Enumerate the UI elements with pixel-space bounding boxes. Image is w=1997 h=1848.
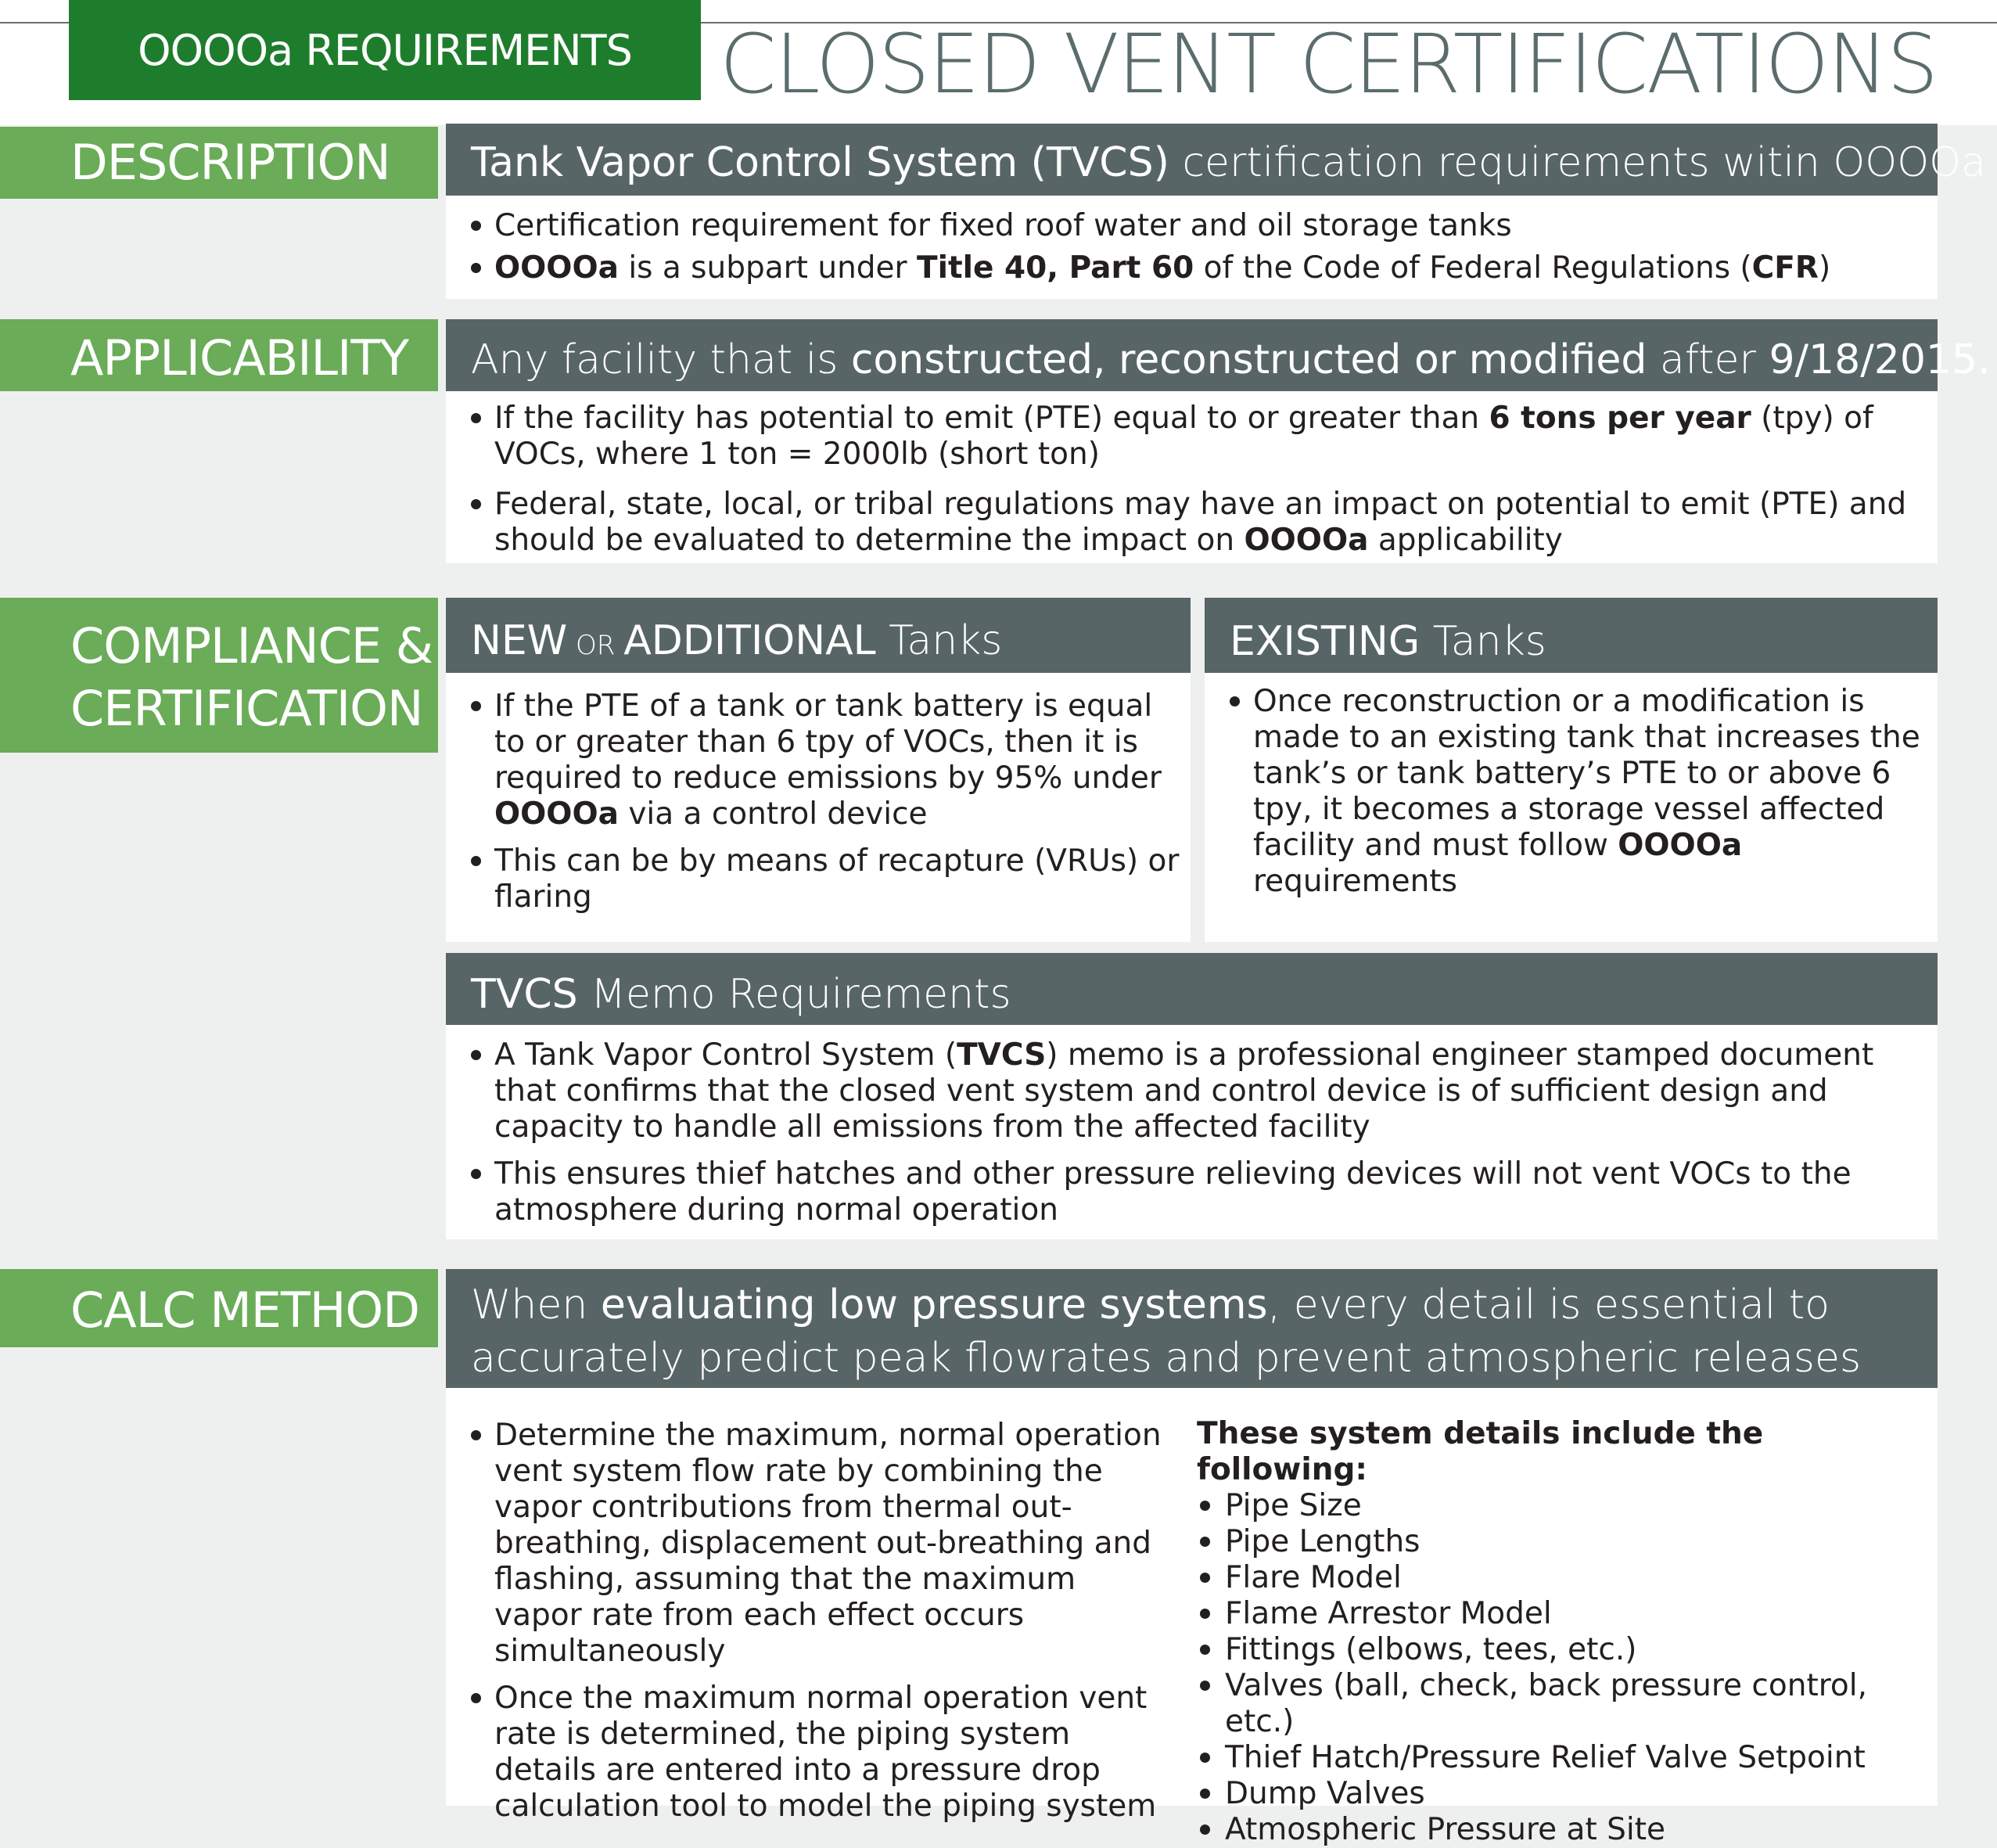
system-details-heading: These system details include the following: <box>1197 1416 1764 1487</box>
new-tanks-card <box>446 598 1191 942</box>
calc-right-body <box>1197 1416 1938 1848</box>
description-heading <box>446 124 1986 196</box>
list-item: Valves (ball, check, back pressure control, etc.) <box>1197 1668 1938 1740</box>
list-item: Federal, state, local, or tribal regulations may have an impact on potential to emit (PTE) and should be evaluated to determine the impact on OOOOa applicability <box>446 487 1922 559</box>
list-item: A Tank Vapor Control System (TVCS) memo is a professional engineer stamped document that confirms that the closed vent system and control device is of sufficient design and capacity to handle all emissions from the affected facility <box>446 1037 1931 1145</box>
list-item: Pipe Size <box>1197 1488 1938 1524</box>
calc-heading: When evaluating low pressure systems, every detail is essential to accurately predict peak flowrates and prevent atmospheric releases <box>446 1269 1938 1388</box>
description-heading-strong: Tank Vapor Control System (TVCS) <box>471 139 1169 186</box>
new-tanks-heading: NEW OR ADDITIONAL Tanks <box>446 598 1191 673</box>
applicability-label-text: APPLICABILITY <box>70 329 409 386</box>
list-item: OOOOa is a subpart under Title 40, Part 60 of the Code of Federal Regulations (CFR) <box>446 250 1938 286</box>
existing-tanks-body <box>1205 684 1938 912</box>
list-item: If the PTE of a tank or tank battery is equal to or greater than 6 tpy of VOCs, then it is required to reduce emissions by 95% under OOOOa via a control device <box>446 689 1184 832</box>
memo-body <box>446 1037 1938 1241</box>
system-details-list <box>1197 1488 1938 1848</box>
section-label-description <box>0 127 438 199</box>
compliance-label-line2: CERTIFICATION <box>70 680 423 737</box>
applicability-heading: Any facility that is constructed, reconstructed or modified after 9/18/2015. <box>446 319 1938 391</box>
list-item: Determine the maximum, normal operation vent system flow rate by combining the vapor contributions from thermal out-breathing, displacement out-breathing and flashing, assuming that the maximum vapor rate from each effect occurs simultaneously <box>446 1418 1166 1670</box>
existing-tanks-heading: EXISTING Tanks <box>1205 598 1938 673</box>
list-item: Pipe Lengths <box>1197 1524 1938 1560</box>
section-label-compliance <box>0 598 438 753</box>
compliance-label-line1: COMPLIANCE & <box>70 617 433 674</box>
section-label-applicability <box>0 319 438 391</box>
list-item: Once reconstruction or a modification is made to an existing tank that increases the tank’s or tank battery’s PTE to or above 6 tpy, it becomes a storage vessel affected facility and must follow OOOOa requirements <box>1205 684 1933 900</box>
calc-card <box>446 1269 1938 1847</box>
applicability-body <box>446 401 1938 571</box>
list-item: This ensures thief hatches and other pressure relieving devices will not vent VOCs to the atmosphere during normal operation <box>446 1156 1931 1228</box>
list-item: Thief Hatch/Pressure Relief Valve Setpoint <box>1197 1740 1938 1776</box>
list-item: If the facility has potential to emit (PTE) equal to or greater than 6 tons per year (tpy) of VOCs, where 1 ton = 2000lb (short ton) <box>446 401 1922 473</box>
memo-card <box>446 953 1938 1239</box>
applicability-card <box>446 319 1991 563</box>
calc-left-body <box>446 1418 1166 1837</box>
description-body <box>446 208 1938 299</box>
list-item: Flare Model <box>1197 1560 1938 1596</box>
list-item: Dump Valves <box>1197 1776 1938 1812</box>
requirements-badge-text: OOOOa REQUIREMENTS <box>138 25 632 75</box>
memo-heading: TVCS Memo Requirements <box>446 953 1938 1025</box>
list-item: Fittings (elbows, tees, etc.) <box>1197 1632 1938 1668</box>
requirements-badge <box>69 0 701 100</box>
list-item: Certification requirement for fixed roof water and oil storage tanks <box>446 208 1938 244</box>
new-tanks-body <box>446 689 1191 928</box>
page-title: CLOSED VENT CERTIFICATIONS <box>720 16 1938 112</box>
list-item: Atmospheric Pressure at Site <box>1197 1812 1938 1848</box>
list-item: Flame Arrestor Model <box>1197 1596 1938 1632</box>
list-item: Once the maximum normal operation vent rate is determined, the piping system details are entered into a pressure drop calculation tool to model the piping system <box>446 1681 1166 1825</box>
existing-tanks-card <box>1205 598 1938 942</box>
section-label-calc <box>0 1269 438 1347</box>
calc-label-text: CALC METHOD <box>70 1282 419 1339</box>
description-label-text: DESCRIPTION <box>70 134 390 191</box>
list-item: This can be by means of recapture (VRUs) or flaring <box>446 843 1184 915</box>
description-heading-light: certification requirements witin OOOOa <box>1169 139 1986 186</box>
description-card <box>446 124 1986 299</box>
